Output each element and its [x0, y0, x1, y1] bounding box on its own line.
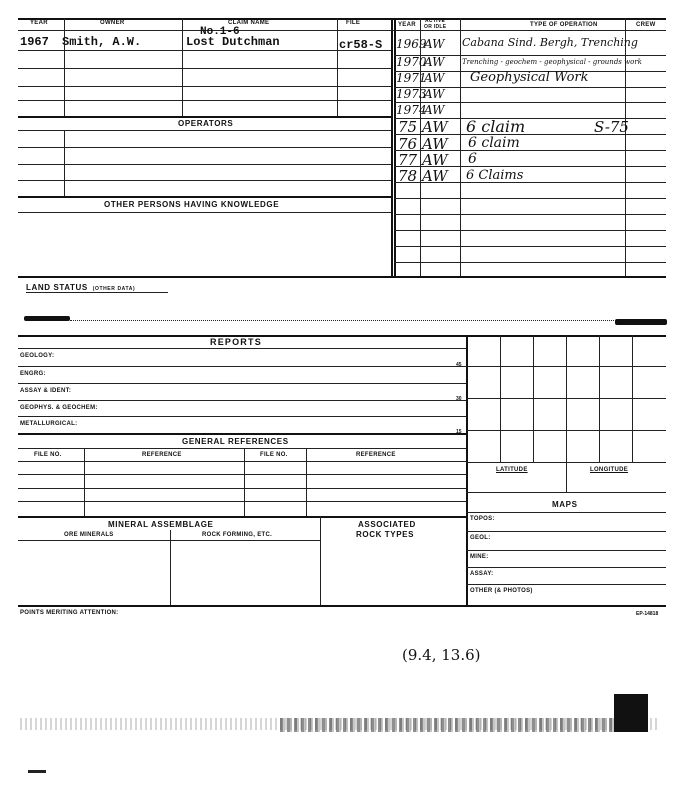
maps-other: OTHER (& PHOTOS) — [470, 588, 533, 594]
log-active: AW — [422, 118, 448, 136]
form-code: EP-14818 — [636, 611, 659, 617]
row-rule — [18, 68, 391, 69]
grid-line — [466, 398, 666, 399]
general-references-title: GENERAL REFERENCES — [182, 437, 289, 446]
row-rule — [18, 461, 466, 462]
row-rule — [18, 488, 466, 489]
row-rule — [18, 180, 391, 181]
operators-label: OPERATORS — [178, 119, 234, 128]
log-year: 1974 — [396, 103, 427, 117]
row-rule — [18, 164, 391, 165]
row-rule — [394, 214, 666, 215]
row-rule — [394, 230, 666, 231]
divider — [625, 18, 626, 278]
latitude-label: LATITUDE — [496, 467, 528, 473]
scan-mark — [28, 770, 46, 773]
row-rule — [466, 512, 666, 513]
divider — [64, 130, 65, 196]
row-rule — [70, 320, 616, 321]
row-rule — [466, 567, 666, 568]
log-year: 78 — [398, 167, 418, 185]
divider — [244, 448, 245, 516]
log-active: AW — [424, 55, 445, 69]
log-year: 77 — [398, 151, 418, 169]
log-active: AW — [424, 87, 445, 101]
rock-forming-label: ROCK FORMING, ETC. — [202, 532, 273, 538]
maps-title: MAPS — [552, 500, 578, 509]
row-rule — [394, 262, 666, 263]
divider — [460, 18, 461, 278]
row-rule — [466, 492, 666, 493]
divider — [306, 448, 307, 516]
log-active: AW — [424, 37, 445, 51]
log-type: 6 — [468, 151, 477, 167]
row-rule — [18, 416, 466, 417]
report-num: 30 — [456, 396, 462, 402]
report-label: GEOPHYS. & GEOCHEM: — [20, 405, 98, 411]
row-rule — [466, 531, 666, 532]
header-year-right: YEAR — [398, 22, 416, 28]
points-meriting-label: POINTS MERITING ATTENTION: — [20, 610, 119, 616]
land-status-sub: (OTHER DATA) — [92, 286, 136, 292]
divider — [64, 30, 65, 116]
log-type: 6 claim — [468, 135, 520, 151]
col-file-no-2: FILE NO. — [260, 452, 288, 458]
row-rule — [18, 276, 666, 278]
record-claim-no: No.1-6 — [200, 26, 240, 38]
row-rule — [18, 212, 391, 213]
report-num: 15 — [456, 429, 462, 435]
scan-mark — [614, 694, 648, 732]
row-rule — [18, 196, 391, 198]
handwritten-coords: (9.4, 13.6) — [402, 646, 481, 664]
col-reference: REFERENCE — [142, 452, 182, 458]
col-file-no: FILE NO. — [34, 452, 62, 458]
log-active: AW — [422, 135, 448, 153]
land-status-text: LAND STATUS — [26, 283, 88, 292]
maps-assay: ASSAY: — [470, 571, 494, 577]
row-rule — [18, 540, 320, 541]
row-rule — [18, 100, 391, 101]
log-active: AW — [424, 71, 445, 85]
rock-types-label: ROCK TYPES — [356, 530, 415, 539]
divider — [320, 516, 321, 605]
maps-geol: GEOL: — [470, 535, 491, 541]
log-year: 75 — [398, 118, 418, 136]
log-year: 76 — [398, 135, 418, 153]
header-claim-name: CLAIM NAME — [228, 20, 270, 26]
divider — [466, 335, 468, 605]
header-active: ACTIVE — [425, 18, 446, 24]
land-status-underline — [26, 292, 168, 293]
header-type-of-operation: TYPE OF OPERATION — [530, 22, 598, 28]
header-year: YEAR — [30, 20, 48, 26]
row-rule — [18, 116, 391, 118]
maps-mine: MINE: — [470, 554, 489, 560]
header-crew: CREW — [636, 22, 656, 28]
row-rule — [18, 400, 466, 401]
log-crew: S-75 — [594, 118, 629, 136]
divider — [170, 530, 171, 605]
record-file: cr58-S — [339, 38, 383, 52]
grid-line — [466, 366, 666, 367]
row-rule — [18, 50, 391, 51]
other-persons-label: OTHER PERSONS HAVING KNOWLEDGE — [104, 200, 280, 209]
divider — [566, 462, 567, 492]
row-rule — [18, 433, 466, 435]
header-rule — [18, 30, 666, 31]
row-rule — [18, 348, 466, 349]
row-rule — [18, 366, 466, 367]
row-rule — [18, 383, 466, 384]
log-year: 1969 — [396, 37, 427, 51]
row-rule — [18, 86, 391, 87]
divider — [337, 18, 338, 30]
mineral-assemblage-title: MINERAL ASSEMBLAGE — [108, 520, 214, 529]
report-label: GEOLOGY: — [20, 353, 55, 359]
divider — [182, 30, 183, 116]
report-label: METALLURGICAL: — [20, 421, 78, 427]
record-year: 1967 — [20, 35, 49, 49]
maps-topos: TOPOS: — [470, 516, 495, 522]
log-year: 1971 — [396, 71, 427, 85]
log-active: AW — [422, 151, 448, 169]
divider — [84, 448, 85, 516]
log-year: 1970 — [396, 55, 427, 69]
log-type: 6 Claims — [466, 168, 524, 183]
row-rule — [18, 448, 466, 449]
divider — [64, 18, 65, 30]
row-rule — [18, 335, 666, 337]
header-idle: OR IDLE — [424, 24, 447, 30]
log-year: 1973 — [396, 87, 427, 101]
associated-label: ASSOCIATED — [358, 520, 416, 529]
record-claim-name: Lost Dutchman — [186, 35, 280, 49]
header-file: FILE — [346, 20, 361, 26]
report-label: ASSAY & IDENT: — [20, 388, 72, 394]
center-divider — [391, 18, 393, 278]
scan-noise — [280, 718, 620, 732]
divider — [337, 30, 338, 116]
reports-title: REPORTS — [210, 337, 262, 347]
row-rule — [466, 550, 666, 551]
log-type: Geophysical Work — [470, 70, 589, 85]
row-rule — [18, 501, 466, 502]
log-type: Trenching - geochem - geophysical - grounds work — [462, 58, 642, 66]
row-rule — [466, 584, 666, 585]
log-active: AW — [422, 167, 448, 185]
row-rule — [394, 246, 666, 247]
log-type: 6 claim — [466, 117, 526, 136]
row-rule — [18, 130, 391, 131]
ore-minerals-label: ORE MINERALS — [64, 532, 114, 538]
record-owner: Smith, A.W. — [62, 35, 142, 49]
report-label: ENGRG: — [20, 371, 46, 377]
divider — [182, 18, 183, 30]
row-rule — [18, 474, 466, 475]
row-rule — [394, 198, 666, 199]
header-owner: OWNER — [100, 20, 125, 26]
longitude-label: LONGITUDE — [590, 467, 629, 473]
log-active: AW — [424, 103, 445, 117]
col-reference-2: REFERENCE — [356, 452, 396, 458]
report-num: 45 — [456, 362, 462, 368]
log-type: Cabana Sind. Bergh, Trenching — [462, 36, 638, 49]
row-rule — [18, 147, 391, 148]
row-rule — [18, 605, 666, 607]
row-rule — [18, 516, 466, 518]
grid-line — [466, 430, 666, 431]
scan-mark — [615, 319, 667, 325]
scan-mark — [24, 316, 70, 321]
land-status-label — [26, 283, 135, 292]
